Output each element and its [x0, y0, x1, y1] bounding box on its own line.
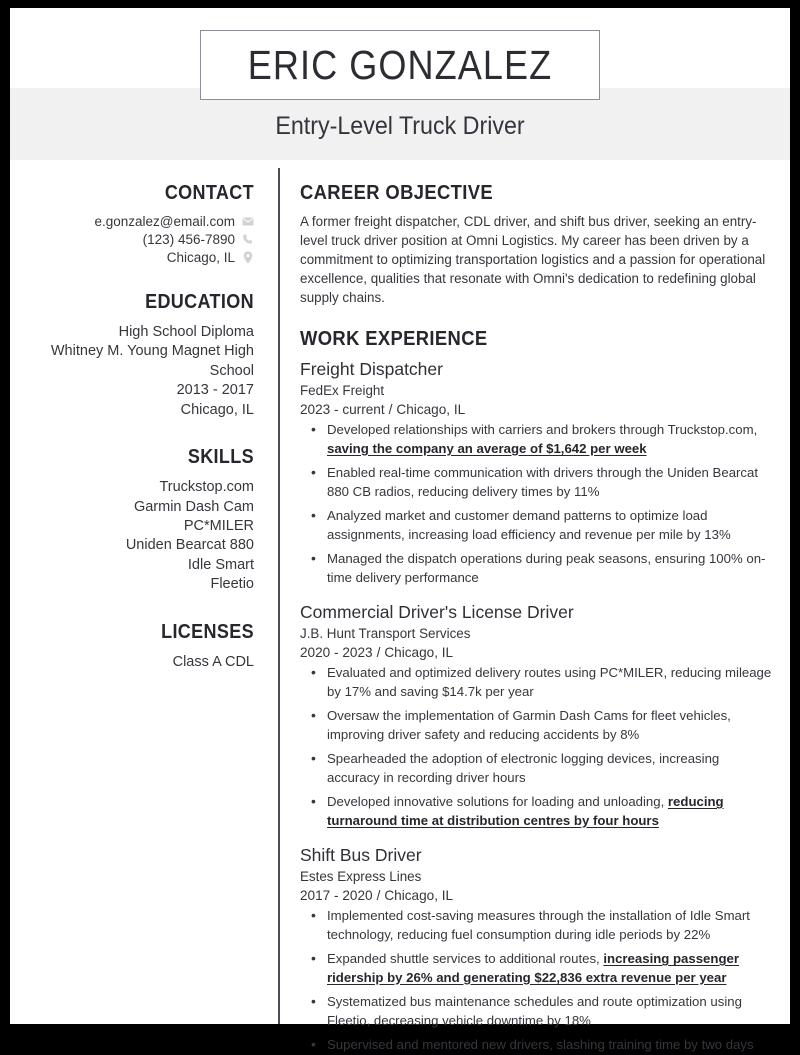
column-divider — [278, 168, 280, 1024]
job-location: Chicago, IL — [384, 644, 454, 660]
job-bullet: • Developed innovative solutions for loading and unloading, reducing turnaround time at distribution centres by four hours — [300, 793, 772, 830]
job-company: J.B. Hunt Transport Services — [300, 625, 471, 641]
job-location: Chicago, IL — [396, 401, 466, 417]
objective-text: A former freight dispatcher, CDL driver, and shift bus driver, seeking an entry-level truck driver position at Omni Logistics. My career has been driven by a commitment to optimizing transportation logistics and a passion for operational excellence, qualities that resonate with Omni's dedication to redefining global supply chains. — [300, 214, 766, 306]
job-bullet: • Analyzed market and customer demand patterns to optimize load assignments, increasing load efficiency and revenue per mile by 13% — [300, 507, 772, 544]
license-item: Class A CDL — [172, 653, 254, 670]
contact-email[interactable] — [20, 214, 254, 229]
job-meta-separator: / — [376, 887, 381, 903]
phone-icon — [242, 233, 254, 247]
job-company: FedEx Freight — [300, 382, 385, 398]
contact-email-value: e.gonzalez@email.com — [94, 214, 235, 229]
sidebar-section-licenses — [20, 621, 254, 672]
skill-item: Fleetio — [210, 576, 254, 593]
job-title: Freight Dispatcher — [300, 359, 443, 380]
bullet-highlight: increasing passenger ridership by 26% and generating $22,836 extra revenue per year — [327, 951, 739, 985]
header-job-title: Entry-Level Truck Driver — [275, 112, 525, 140]
job-location: Chicago, IL — [384, 887, 454, 903]
job-bullet: • Developed relationships with carriers and brokers through Truckstop.com, saving the company an average of $1,642 per week — [300, 421, 772, 458]
objective-heading: CAREER OBJECTIVE — [300, 182, 493, 204]
resume-header — [10, 8, 790, 168]
job-meta-separator: / — [376, 644, 381, 660]
education-heading: EDUCATION — [145, 291, 254, 313]
job-entry — [300, 844, 772, 1055]
experience-heading: WORK EXPERIENCE — [300, 328, 488, 351]
job-bullet-list — [300, 664, 772, 830]
skill-item: Garmin Dash Cam — [133, 498, 254, 515]
job-title: Shift Bus Driver — [300, 845, 422, 866]
jobs-container — [300, 358, 772, 1055]
sidebar-section-education — [20, 291, 254, 420]
page-title: ERIC GONZALEZ — [247, 41, 553, 88]
sidebar — [10, 168, 278, 1024]
job-meta — [300, 643, 772, 663]
bullet-highlight: reducing turnaround time at distribution centres by four hours — [327, 794, 724, 828]
job-bullet: • Expanded shuttle services to additional routes, increasing passenger ridership by 26% and generating $22,836 extra revenue per year — [300, 950, 772, 987]
contact-heading: CONTACT — [164, 182, 254, 204]
job-bullet-list — [300, 421, 772, 587]
contact-phone[interactable] — [20, 232, 254, 247]
job-bullet-list — [300, 907, 772, 1054]
main-column — [278, 168, 790, 1053]
education-school: Whitney M. Young Magnet High School — [50, 343, 254, 379]
envelope-icon — [242, 215, 254, 229]
job-bullet: • Implemented cost-saving measures through the installation of Idle Smart technology, reducing fuel consumption during idle periods by 22% — [300, 907, 772, 944]
contact-phone-value: (123) 456-7890 — [142, 232, 235, 247]
job-meta — [300, 886, 772, 906]
job-bullet: • Oversaw the implementation of Garmin Dash Cams for fleet vehicles, improving driver safety and reducing accidents by 8% — [300, 707, 772, 744]
job-entry — [300, 601, 772, 830]
skill-item: Uniden Bearcat 880 — [125, 537, 254, 554]
skill-item: PC*MILER — [183, 517, 254, 534]
sidebar-section-contact — [20, 182, 254, 265]
resume-page — [10, 8, 790, 1053]
map-pin-icon — [242, 251, 254, 265]
job-title: Commercial Driver's License Driver — [300, 602, 574, 623]
job-bullet: • Managed the dispatch operations during peak seasons, ensuring 100% on-time delivery performance — [300, 550, 772, 587]
education-location: Chicago, IL — [180, 401, 254, 418]
licenses-heading: LICENSES — [161, 620, 254, 643]
education-degree: High School Diploma — [118, 324, 254, 340]
job-company: Estes Express Lines — [300, 868, 422, 884]
job-meta-separator: / — [388, 401, 393, 417]
section-work-experience — [300, 328, 772, 1055]
job-bullet: • Enabled real-time communication with drivers through the Uniden Bearcat 880 CB radios, reducing delivery times by 11% — [300, 464, 772, 501]
name-box — [200, 30, 600, 100]
job-entry — [300, 358, 772, 587]
section-career-objective — [300, 182, 772, 307]
skills-heading: SKILLS — [187, 446, 254, 469]
contact-location-value: Chicago, IL — [166, 250, 235, 265]
job-bullet: • Evaluated and optimized delivery routes using PC*MILER, reducing mileage by 17% and saving $14.7k per year — [300, 664, 772, 701]
job-dates: 2020 - 2023 — [300, 644, 373, 660]
job-bullet: • Supervised and mentored new drivers, slashing training time by two days — [300, 1036, 772, 1054]
job-dates: 2023 - current — [300, 401, 385, 417]
resume-body — [10, 168, 790, 1053]
skill-item: Truckstop.com — [159, 479, 254, 496]
contact-location — [20, 250, 254, 265]
education-dates: 2013 - 2017 — [176, 382, 254, 399]
job-bullet: • Spearheaded the adoption of electronic logging devices, increasing accuracy in recording driver hours — [300, 750, 772, 787]
job-dates: 2017 - 2020 — [300, 887, 373, 903]
skill-item: Idle Smart — [187, 556, 254, 573]
bullet-highlight: saving the company an average of $1,642 per week — [327, 440, 647, 456]
sidebar-section-skills — [20, 446, 254, 595]
job-bullet: • Systematized bus maintenance schedules and route optimization using Fleetio, decreasing vehicle downtime by 18% — [300, 993, 772, 1030]
job-meta — [300, 400, 772, 420]
